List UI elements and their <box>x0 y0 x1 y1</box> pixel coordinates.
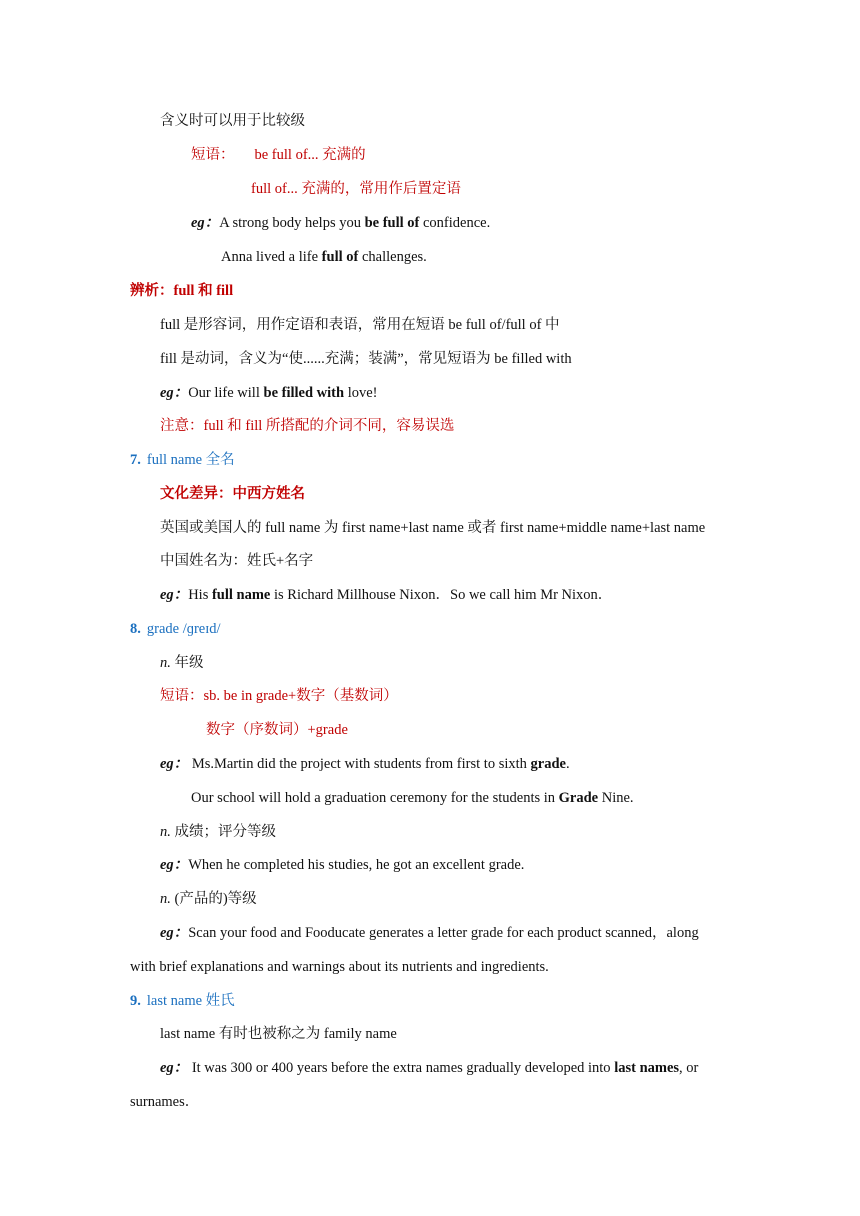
eg-label: eg： <box>191 215 220 231</box>
example-line: Our school will hold a graduation ceremony for the students in Grade Nine. <box>191 790 634 806</box>
phrase-line: 短语： be full of... 充满的 <box>191 147 366 163</box>
example-line: eg：When he completed his studies, he got an excellent grade. <box>160 857 525 873</box>
item-number: 9. <box>130 993 141 1009</box>
definition-line: n. (产品的)等级 <box>160 891 257 907</box>
item-heading: 9. last name 姓氏 <box>130 993 235 1009</box>
note-line: 注意：full 和 fill 所搭配的介词不同，容易误选 <box>160 418 455 434</box>
eg-label: eg： <box>160 756 189 772</box>
item-heading: 7. full name 全名 <box>130 452 235 468</box>
item-heading: 8. grade /ɡreɪd/ <box>130 621 221 637</box>
example-line: Anna lived a life full of challenges. <box>221 249 427 265</box>
example-line: eg：A strong body helps you be full of confidence. <box>191 215 491 231</box>
example-line: eg：His full name is Richard Millhouse Nixon．So we call him Mr Nixon． <box>160 587 613 603</box>
phrase-label: 短语： <box>191 147 235 163</box>
example-line: eg：Our life will be filled with love! <box>160 385 378 401</box>
item-number: 7. <box>130 452 141 468</box>
example-line: eg： Ms.Martin did the project with students from first to sixth grade. <box>160 756 570 772</box>
example-line: eg： It was 300 or 400 years before the extra names gradually developed into last names, or <box>160 1060 699 1076</box>
part-of-speech: n. <box>160 655 171 671</box>
part-of-speech: n. <box>160 891 171 907</box>
section-heading: 文化差异：中西方姓名 <box>160 486 305 502</box>
text-line: 含义时可以用于比较级 <box>160 113 305 129</box>
definition-line: n. 年级 <box>160 655 204 671</box>
eg-label: eg： <box>160 857 189 873</box>
eg-label: eg： <box>160 1060 189 1076</box>
eg-label: eg： <box>160 587 189 603</box>
phrase-line: 短语：sb. be in grade+数字（基数词） <box>160 688 398 704</box>
example-line: surnames． <box>130 1094 200 1110</box>
definition-line: n. 成绩；评分等级 <box>160 824 276 840</box>
example-line: eg：Scan your food and Fooducate generates a letter grade for each product scanned，along <box>160 925 699 941</box>
item-number: 8. <box>130 621 141 637</box>
phrase-line: 数字（序数词）+grade <box>206 722 348 738</box>
text-line: full 是形容词，用作定语和表语，常用在短语 be full of/full of 中 <box>160 317 560 333</box>
phrase-line: full of... 充满的，常用作后置定语 <box>251 181 461 197</box>
eg-label: eg： <box>160 385 189 401</box>
example-line: with brief explanations and warnings about its nutrients and ingredients. <box>130 959 549 975</box>
part-of-speech: n. <box>160 824 171 840</box>
eg-label: eg： <box>160 925 189 941</box>
section-heading: 辨析：full 和 fill <box>130 283 234 299</box>
phrase-label: 短语： <box>160 688 204 704</box>
text-line: fill 是动词，含义为“使......充满；装满”，常见短语为 be filled with <box>160 351 572 367</box>
text-line: last name 有时也被称之为 family name <box>160 1026 397 1042</box>
text-line: 中国姓名为：姓氏+名字 <box>160 553 314 569</box>
text-line: 英国或美国人的 full name 为 first name+last name 或者 first name+middle name+last name <box>160 520 706 536</box>
